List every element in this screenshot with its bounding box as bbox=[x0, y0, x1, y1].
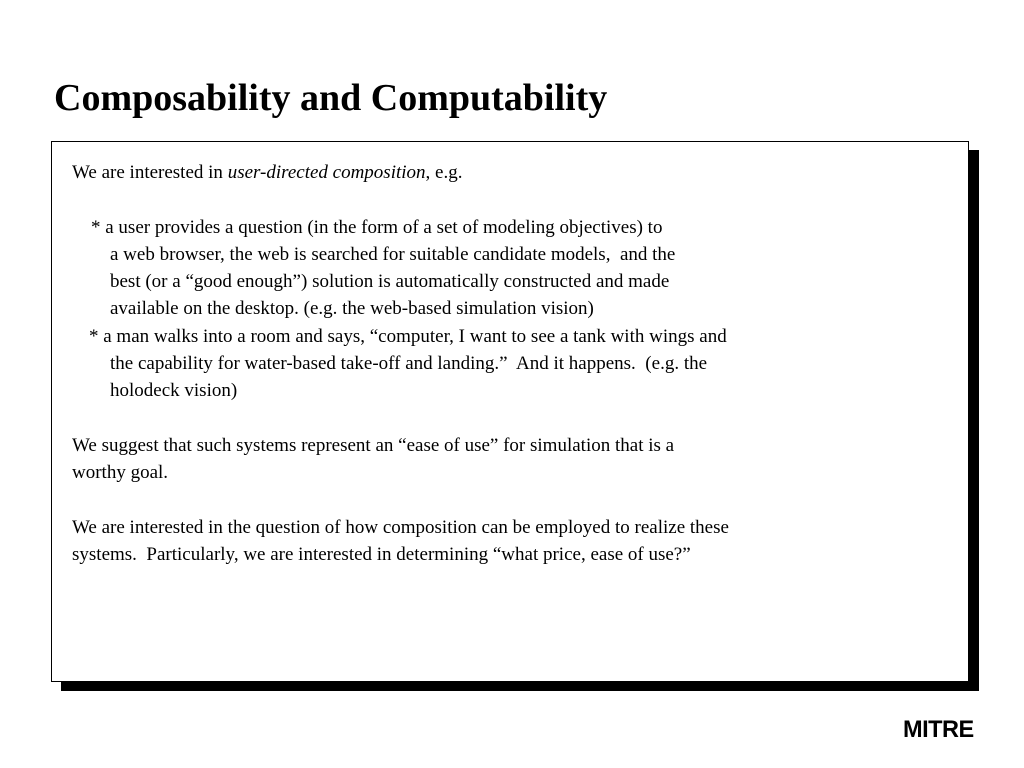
bullet-line: best (or a “good enough”) solution is automatically constructed and made bbox=[110, 271, 670, 293]
spacer bbox=[72, 186, 952, 213]
paragraph-composition bbox=[72, 514, 952, 569]
bullet-text: a user provides a question (in the form of a set of modeling objectives) to bbox=[105, 216, 663, 238]
bullet-line: a web browser, the web is searched for suitable candidate models, and the bbox=[110, 243, 676, 265]
mitre-logo: MITRE bbox=[903, 716, 974, 743]
intro-emphasis: user-directed composition bbox=[227, 162, 426, 183]
paragraph-ease-of-use bbox=[72, 432, 952, 487]
intro-line bbox=[72, 159, 952, 186]
paragraph-line: systems. Particularly, we are interested in determining “what price, ease of use?” bbox=[72, 544, 691, 566]
bullet-marker: * bbox=[89, 325, 104, 347]
bullet-text: a man walks into a room and says, “computer, I want to see a tank with wings and bbox=[103, 325, 727, 347]
bullet-item-holodeck-vision bbox=[72, 323, 952, 405]
intro-prefix: We are interested in bbox=[72, 162, 228, 183]
bullet-marker: * bbox=[91, 216, 106, 238]
bullet-list bbox=[72, 214, 952, 405]
spacer bbox=[72, 405, 952, 432]
content-text bbox=[72, 159, 952, 568]
content-box bbox=[51, 141, 969, 682]
bullet-line: available on the desktop. (e.g. the web-based simulation vision) bbox=[110, 298, 594, 320]
intro-suffix: , e.g. bbox=[425, 162, 463, 183]
paragraph-line: We are interested in the question of how composition can be employed to realize these bbox=[72, 516, 729, 538]
paragraph-line: worthy goal. bbox=[72, 462, 169, 484]
bullet-line bbox=[72, 214, 952, 241]
bullet-item-web-vision bbox=[72, 214, 952, 323]
bullet-line: the capability for water-based take-off and landing.” And it happens. (e.g. the bbox=[110, 353, 708, 375]
bullet-line bbox=[72, 323, 952, 350]
bullet-line: holodeck vision) bbox=[110, 380, 238, 402]
paragraph-line: We suggest that such systems represent an “ease of use” for simulation that is a bbox=[72, 434, 675, 456]
slide-title: Composability and Computability bbox=[54, 77, 608, 119]
spacer bbox=[72, 487, 952, 514]
